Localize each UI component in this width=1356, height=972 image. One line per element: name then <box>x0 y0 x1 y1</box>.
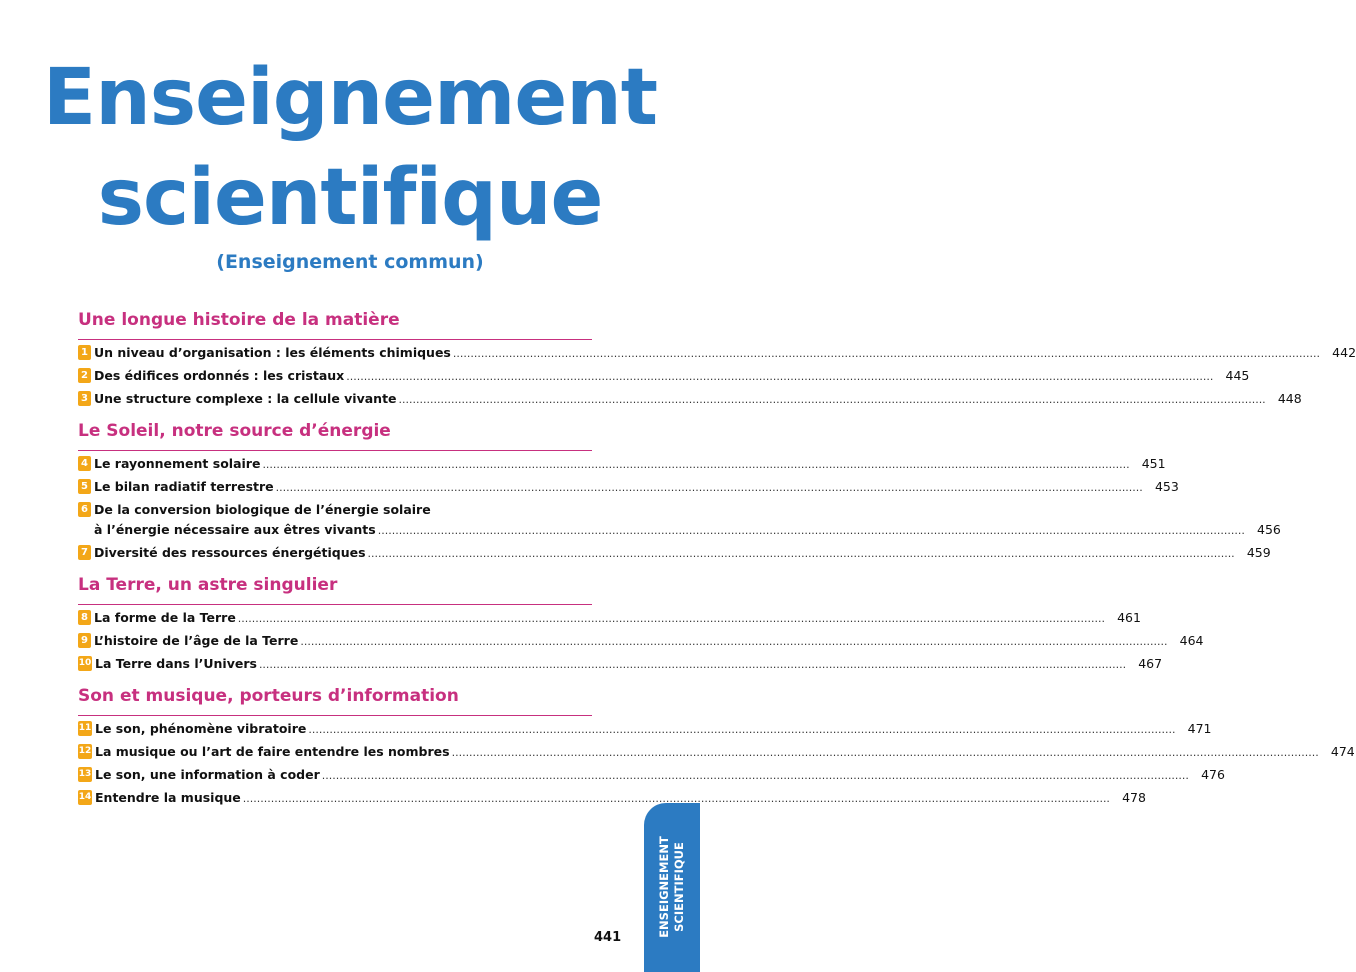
chapter-number-badge: 4 <box>78 456 91 471</box>
toc-entry <box>78 608 1141 629</box>
toc-entry <box>78 543 1271 564</box>
chapter-title: Une structure complexe : la cellule vivante <box>94 391 397 406</box>
chapter-title: Le son, phénomène vibratoire <box>95 721 307 736</box>
chapter-page-number: 445 <box>1225 368 1250 383</box>
chapter-page-number: 471 <box>1187 721 1212 736</box>
chapter-page-number: 453 <box>1154 479 1179 494</box>
chapter-title: Des édifices ordonnés : les cristaux <box>94 368 345 383</box>
section-divider <box>78 715 592 716</box>
dot-leader <box>262 455 1129 475</box>
section-title: Une longue histoire de la matière <box>78 310 400 330</box>
chapter-page-number: 448 <box>1277 391 1302 406</box>
section-title: La Terre, un astre singulier <box>78 575 338 595</box>
dot-leader <box>322 766 1189 786</box>
chapter-title: La musique ou l’art de faire entendre les nombres <box>95 744 450 759</box>
chapter-number-badge: 5 <box>78 479 91 494</box>
toc-entry <box>78 742 1355 763</box>
chapter-number-badge: 1 <box>78 345 91 360</box>
toc-section <box>78 419 1281 564</box>
chapter-number-badge: 8 <box>78 610 91 625</box>
chapter-title: La Terre dans l’Univers <box>95 656 257 671</box>
chapter-page-number: 456 <box>1257 522 1281 537</box>
dot-leader <box>308 720 1175 740</box>
dot-leader <box>259 655 1126 675</box>
chapter-title: Diversité des ressources énergétiques <box>94 545 366 560</box>
chapter-title: Entendre la musique <box>95 790 241 805</box>
toc-entry <box>78 765 1225 786</box>
chapter-number-badge: 12 <box>78 744 92 759</box>
side-tab-line2: SCIENTIFIQUE <box>672 842 686 932</box>
dot-leader <box>452 743 1319 763</box>
chapter-page-number: 451 <box>1141 456 1166 471</box>
page-subtitle: (Enseignement commun) <box>216 251 484 273</box>
page-title-line2: scientifique <box>97 153 603 243</box>
dot-leader <box>378 521 1245 541</box>
dot-leader <box>453 344 1320 364</box>
toc-entry <box>78 631 1204 652</box>
chapter-title: à l’énergie nécessaire aux êtres vivants <box>94 522 376 537</box>
toc-entry <box>78 454 1166 475</box>
chapter-page-number: 467 <box>1138 656 1163 671</box>
toc-section <box>78 573 1204 675</box>
chapter-page-number: 474 <box>1330 744 1355 759</box>
chapter-page-number: 464 <box>1179 633 1204 648</box>
chapter-number-badge: 2 <box>78 368 91 383</box>
chapter-title: Le bilan radiatif terrestre <box>94 479 274 494</box>
chapter-number-badge: 10 <box>78 656 92 671</box>
side-tab-line1: ENSEIGNEMENT <box>657 836 671 938</box>
chapter-title: Le son, une information à coder <box>95 767 320 782</box>
chapter-number-badge: 9 <box>78 633 91 648</box>
dot-leader <box>238 609 1105 629</box>
chapter-page-number: 461 <box>1117 610 1141 625</box>
dot-leader <box>300 632 1167 652</box>
toc-entry <box>78 343 1356 364</box>
toc-entry <box>78 477 1179 498</box>
chapter-title: Un niveau d’organisation : les éléments chimiques <box>94 345 451 360</box>
section-divider <box>78 339 592 340</box>
chapter-page-number: 459 <box>1246 545 1271 560</box>
toc-entry <box>78 500 1281 541</box>
section-divider <box>78 604 592 605</box>
page-number: 441 <box>594 930 622 945</box>
side-tab-label <box>657 836 687 938</box>
toc-section <box>78 308 1356 410</box>
toc-section <box>78 684 1355 809</box>
toc-entry <box>78 389 1302 410</box>
chapter-number-badge: 3 <box>78 391 91 406</box>
chapter-page-number: 478 <box>1122 790 1146 805</box>
side-tab <box>644 803 700 972</box>
page-title-line1: Enseignement <box>42 53 658 143</box>
chapter-number-badge: 7 <box>78 545 91 560</box>
toc-entry <box>78 654 1163 675</box>
dot-leader <box>399 390 1266 410</box>
chapter-title: L’histoire de l’âge de la Terre <box>94 633 299 648</box>
chapter-number-badge: 13 <box>78 767 92 782</box>
section-divider <box>78 450 592 451</box>
chapter-title: Le rayonnement solaire <box>94 456 261 471</box>
chapter-title: La forme de la Terre <box>94 610 236 625</box>
chapter-page-number: 476 <box>1201 767 1225 782</box>
dot-leader <box>346 367 1213 387</box>
dot-leader <box>368 544 1235 564</box>
chapter-number-badge: 14 <box>78 790 92 805</box>
table-of-contents <box>78 308 1356 818</box>
chapter-title: De la conversion biologique de l’énergie solaire <box>94 502 431 517</box>
toc-entry <box>78 788 1146 809</box>
section-title: Le Soleil, notre source d’énergie <box>78 421 391 441</box>
chapter-page-number: 442 <box>1332 345 1356 360</box>
chapter-number-badge: 11 <box>78 721 92 736</box>
toc-entry <box>78 366 1250 387</box>
chapter-number-badge: 6 <box>78 502 91 517</box>
section-title: Son et musique, porteurs d’information <box>78 686 459 706</box>
dot-leader <box>276 478 1143 498</box>
toc-entry <box>78 719 1212 740</box>
